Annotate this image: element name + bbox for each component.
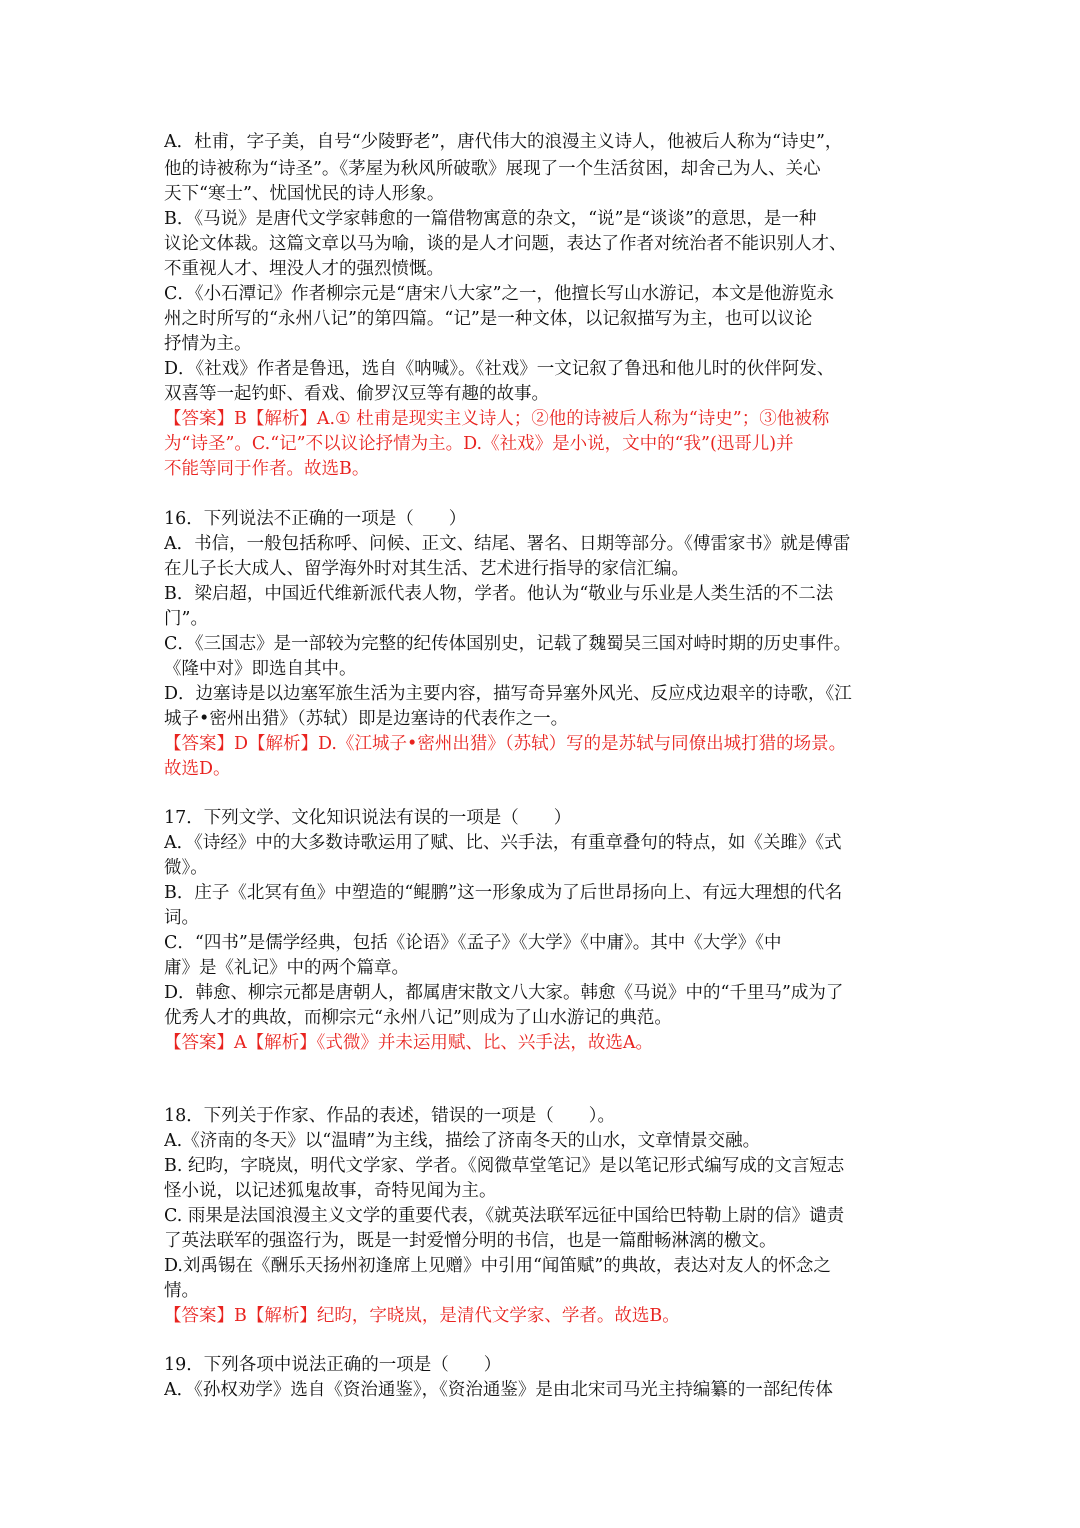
q16-option-d-line-2: 城子•密州出猎》（苏轼）即是边塞诗的代表作之一。 (164, 709, 569, 729)
q17-option-d-line-2: 优秀人才的典故，而柳宗元“永州八记”则成为了山水游记的典范。 (164, 1008, 672, 1028)
q18-option-a-line-1: A.《济南的冬天》以“温晴”为主线，描绘了济南冬天的山水，文章情景交融。 (164, 1131, 761, 1151)
q16-option-b-line-2: 门”。 (164, 609, 208, 629)
q16-answer-line-2: 故选D。 (164, 759, 231, 779)
q16-answer-line-1: 【答案】D【解析】D.《江城子•密州出猎》（苏轼）写的是苏轼与同僚出城打猎的场景。 (164, 734, 847, 754)
q16-stem: 16．下列说法不正确的一项是（ ） (164, 509, 467, 529)
q15-option-b-line-2: 议论文体裁。这篇文章以马为喻，谈的是人才问题，表达了作者对统治者不能识别人才、 (164, 234, 847, 254)
q18-option-c-line-1: C. 雨果是法国浪漫主义文学的重要代表，《就英法联军远征中国给巴特勒上尉的信》谴责 (164, 1206, 845, 1226)
q15-option-d-line-1: D．《社戏》作者是鲁迅，选自《呐喊》。《社戏》一文记叙了鲁迅和他儿时的伙伴阿发、 (164, 359, 835, 379)
q17-option-d-line-1: D．韩愈、柳宗元都是唐朝人，都属唐宋散文八大家。韩愈《马说》中的“千里马”成为了 (164, 983, 844, 1003)
q15-answer-line-1: 【答案】B【解析】A.① 杜甫是现实主义诗人；②他的诗被后人称为“诗史”；③他被称 (164, 409, 830, 429)
q15-answer-line-2: 为“诗圣”。C.“记”不以议论抒情为主。D.《社戏》是小说，文中的“我”(迅哥儿)并 (164, 434, 794, 454)
q15-option-d-line-2: 双喜等一起钓虾、看戏、偷罗汉豆等有趣的故事。 (164, 384, 549, 404)
q18-option-c-line-2: 了英法联军的强盗行为，既是一封爱憎分明的书信，也是一篇酣畅淋漓的檄文。 (164, 1231, 777, 1251)
q19-option-a-line-1: A．《孙权劝学》选自《资治通鉴》，《资治通鉴》是由北宋司马光主持编纂的一部纪传体 (164, 1380, 833, 1400)
q17-option-a-line-2: 微》。 (164, 858, 208, 878)
q17-stem: 17．下列文学、文化知识说法有误的一项是（ ） (164, 808, 572, 828)
q18-option-b-line-1: B. 纪昀，字晓岚，明代文学家、学者。《阅微草堂笔记》是以笔记形式编写成的文言短志 (164, 1156, 845, 1176)
q18-answer-line-1: 【答案】B【解析】纪昀，字晓岚，是清代文学家、学者。故选B。 (164, 1306, 680, 1326)
q18-stem: 18．下列关于作家、作品的表述，错误的一项是（ ）。 (164, 1106, 616, 1126)
q17-option-a-line-1: A．《诗经》中的大多数诗歌运用了赋、比、兴手法，有重章叠句的特点，如《关雎》《式 (164, 833, 842, 853)
q15-answer-line-3: 不能等同于作者。故选B。 (164, 459, 370, 479)
q15-option-c-line-3: 抒情为主。 (164, 334, 252, 354)
q16-option-c-line-2: 《隆中对》即选自其中。 (164, 659, 357, 679)
q17-answer-line-1: 【答案】A【解析】《式微》并未运用赋、比、兴手法，故选A。 (164, 1033, 654, 1053)
q16-option-a-line-2: 在儿子长大成人、留学海外时对其生活、艺术进行指导的家信汇编。 (164, 559, 689, 579)
q16-option-b-line-1: B．梁启超，中国近代维新派代表人物，学者。他认为“敬业与乐业是人类生活的不二法 (164, 584, 834, 604)
q17-option-c-line-1: C．“四书”是儒学经典，包括《论语》《孟子》《大学》《中庸》。其中《大学》《中 (164, 933, 782, 953)
q19-stem: 19．下列各项中说法正确的一项是（ ） (164, 1355, 502, 1375)
q17-option-b-line-2: 词。 (164, 908, 199, 928)
q18-option-d-line-1: D.刘禹锡在《酬乐天扬州初逢席上见赠》中引用“闻笛赋”的典故，表达对友人的怀念之 (164, 1256, 831, 1276)
q18-option-b-line-2: 怪小说，以记述狐鬼故事，奇特见闻为主。 (164, 1181, 497, 1201)
q15-option-c-line-2: 州之时所写的“永州八记”的第四篇。“记”是一种文体，以记叙描写为主，也可以议论 (164, 309, 813, 329)
q18-option-d-line-2: 情。 (164, 1281, 199, 1301)
q16-option-a-line-1: A．书信，一般包括称呼、问候、正文、结尾、署名、日期等部分。《傅雷家书》就是傅雷 (164, 534, 851, 554)
q15-option-b-line-3: 不重视人才、埋没人才的强烈愤慨。 (164, 259, 444, 279)
q16-option-d-line-1: D．边塞诗是以边塞军旅生活为主要内容，描写奇异塞外风光、反应戍边艰辛的诗歌，《江 (164, 684, 852, 704)
q17-option-c-line-2: 庸》是《礼记》中的两个篇章。 (164, 958, 409, 978)
q15-option-a-line-3: 天下“寒士”、忧国忧民的诗人形象。 (164, 184, 445, 204)
q15-option-a-line-1: A．杜甫，字子美，自号“少陵野老”，唐代伟大的浪漫主义诗人，他被后人称为“诗史”， (164, 132, 843, 152)
q15-option-a-line-2: 他的诗被称为“诗圣”。《茅屋为秋风所破歌》展现了一个生活贫困，却舍己为人、关心 (164, 159, 821, 179)
q16-option-c-line-1: C．《三国志》是一部较为完整的纪传体国别史，记载了魏蜀吴三国对峙时期的历史事件。 (164, 634, 852, 654)
q15-option-c-line-1: C．《小石潭记》作者柳宗元是“唐宋八大家”之一，他擅长写山水游记，本文是他游览永 (164, 284, 835, 304)
q15-option-b-line-1: B．《马说》是唐代文学家韩愈的一篇借物寓意的杂文，“说”是“谈谈”的意思，是一种 (164, 209, 817, 229)
q17-option-b-line-1: B．庄子《北冥有鱼》中塑造的“鲲鹏”这一形象成为了后世昂扬向上、有远大理想的代名 (164, 883, 843, 903)
